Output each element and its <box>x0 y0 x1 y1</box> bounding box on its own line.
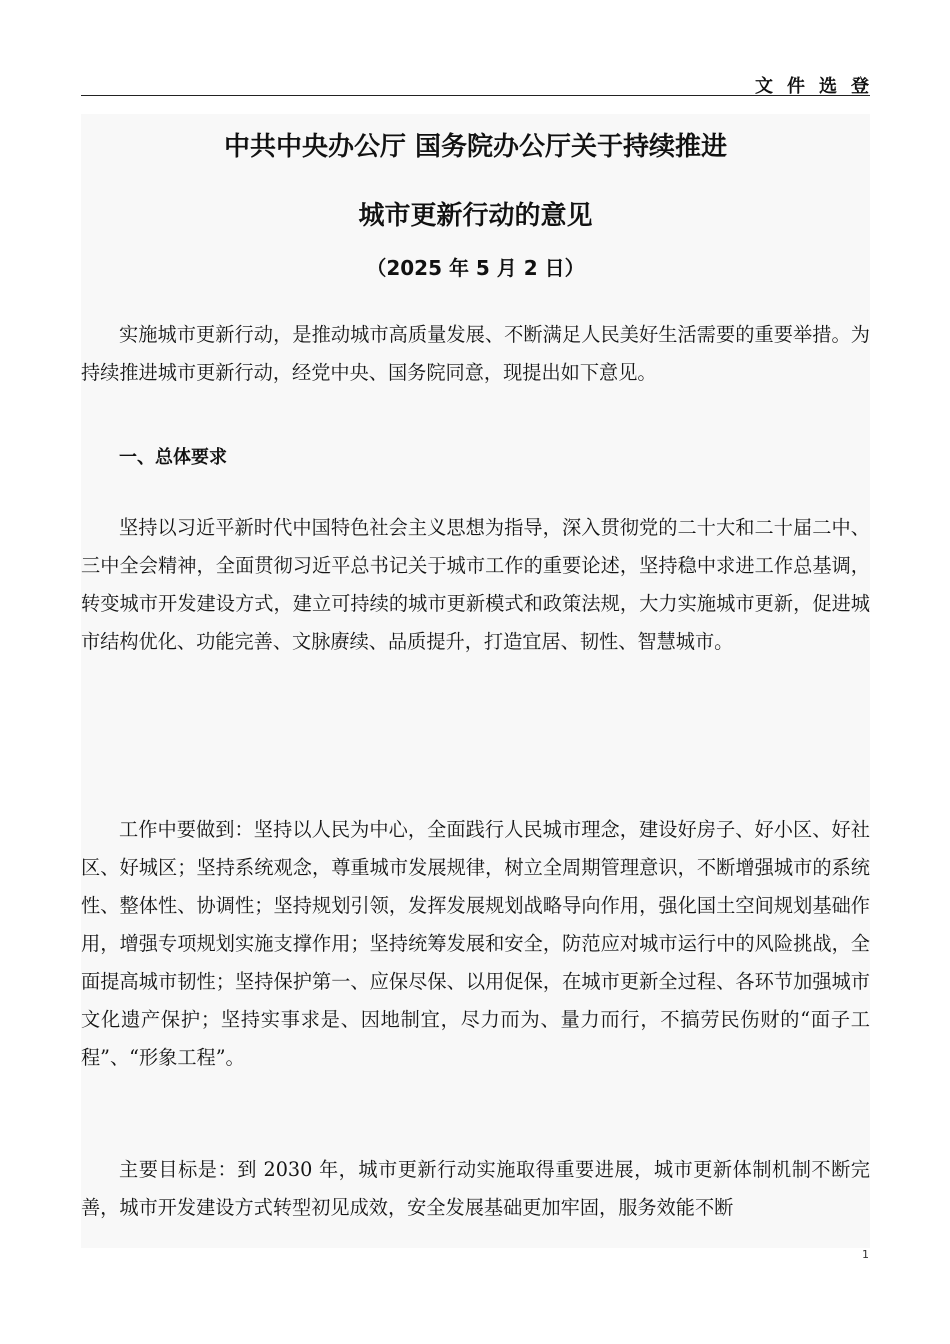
section-heading-general-requirements: 一、总体要求 <box>119 447 227 468</box>
paragraph-work-requirements: 工作中要做到：坚持以人民为中心，全面践行人民城市理念，建设好房子、好小区、好社区、好城区；坚持系统观念，尊重城市发展规律，树立全周期管理意识，不断增强城市的系统性、整体性、协调性；坚持规划引领，发挥发展规划战略导向作用，强化国土空间规划基础作用，增强专项规划实施支撑作用；坚持统筹发展和安全，防范应对城市运行中的风险挑战，全面提高城市韧性；坚持保护第一、应保尽保、以用促保，在城市更新全过程、各环节加强城市文化遗产保护；坚持实事求是、因地制宜，尽力而为、量力而行，不搞劳民伤财的“面子工程”、“形象工程”。 <box>81 818 870 1069</box>
document-title-line-1: 中共中央办公厅 国务院办公厅关于持续推进 <box>223 132 728 162</box>
paragraph-main-goals: 主要目标是：到 2030 年，城市更新行动实施取得重要进展，城市更新体制机制不断完善，城市开发建设方式转型初见成效，安全发展基础更加牢固，服务效能不断 <box>81 1158 870 1219</box>
header-divider <box>81 95 870 96</box>
document-date: （2025 年 5 月 2 日） <box>366 256 585 280</box>
page-number: 1 <box>862 1248 869 1261</box>
document-title-line-2: 城市更新行动的意见 <box>358 201 593 231</box>
document-body-panel <box>81 114 870 1248</box>
section-header-label: 文件选登 <box>755 76 883 97</box>
paragraph-guiding-principle: 坚持以习近平新时代中国特色社会主义思想为指导，深入贯彻党的二十大和二十届二中、三中全会精神，全面贯彻习近平总书记关于城市工作的重要论述，坚持稳中求进工作总基调，转变城市开发建设方式，建立可持续的城市更新模式和政策法规，大力实施城市更新，促进城市结构优化、功能完善、文脉赓续、品质提升，打造宜居、韧性、智慧城市。 <box>81 516 870 653</box>
paragraph-intro: 实施城市更新行动，是推动城市高质量发展、不断满足人民美好生活需要的重要举措。为持续推进城市更新行动，经党中央、国务院同意，现提出如下意见。 <box>81 323 870 384</box>
